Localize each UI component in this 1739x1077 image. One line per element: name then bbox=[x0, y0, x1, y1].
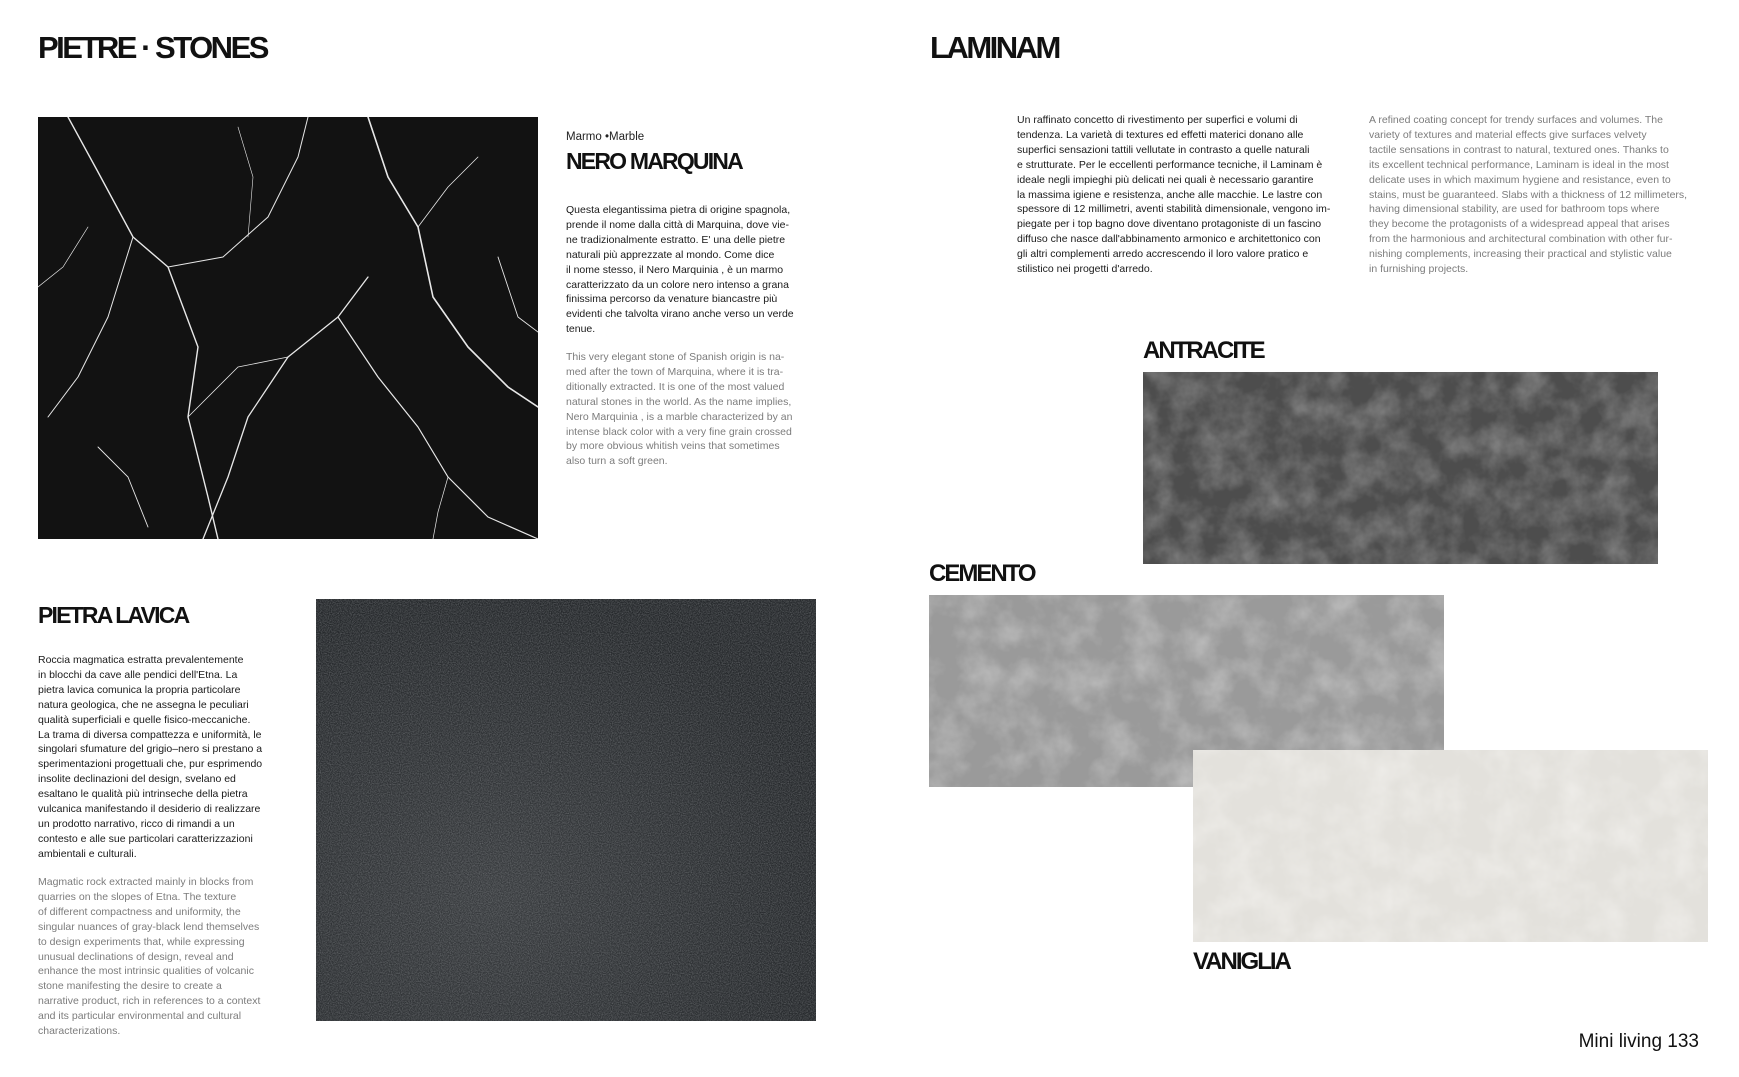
pietra-lavica-title: PIETRA LAVICA bbox=[38, 602, 189, 628]
nero-marquina-text-it: Questa elegantissima pietra di origine spagnola, prende il nome dalla città di Marquina, dove vie- ne tradizionalmente estratto. E' una delle pietre naturali più apprezzate al mondo. Come dice il nome stesso, il Nero Marquinia , è un marmo caratterizzato da un colore nero intenso a grana finissima percorso da venature biancastre più evidenti che talvolta virano anche verso un verde tenue. bbox=[566, 204, 794, 336]
pietra-lavica-swatch bbox=[316, 599, 816, 1021]
vaniglia-title: VANIGLIA bbox=[1193, 948, 1290, 975]
page-number: Mini living 133 bbox=[1578, 1031, 1699, 1052]
pietra-lavica-text-it: Roccia magmatica estratta prevalentemente in blocchi da cave alle pendici dell'Etna. La pietra lavica comunica la propria particolare natura geologica, che ne assegna le peculiari qualità superficiali e quelle fisico-meccaniche. La trama di diversa compattezza e uniformità, le singolari sfumature del grigio–nero si prestano a sperimentazioni progettuali che, pur esprimendo insolite declinazioni del design, svelano ed esaltano le qualità più intrinseche della pietra vulcanica manifestando il desiderio di realizzare un prodotto narrativo, ricco di rimandi a un contesto e alle sue particolari caratterizzazioni ambientali e culturali. bbox=[38, 654, 263, 860]
heading-pietre-stones: PIETRE · STONES bbox=[38, 30, 267, 65]
nero-marquina-swatch bbox=[38, 117, 538, 539]
nero-marquina-title: NERO MARQUINA bbox=[566, 148, 742, 174]
laminam-text-en: A refined coating concept for trendy surfaces and volumes. The variety of textures and material effects give surfaces velvety tactile sensations in contrast to natural, textured ones. Thanks to its excellent technical performance, Laminam is ideal in the most delicate uses in which maximum hygiene and resistance, even to stains, must be guaranteed. Slabs with a thickness of 12 millimeters, having dimensional stability, are used for bathroom tops where they become the protagonists of a widespread appeal that arises from the harmonious and architectural combination with other fur- nishing complements, increasing their practical and stylistic value in furnishing projects. bbox=[1369, 114, 1688, 276]
laminam-text-it: Un raffinato concetto di rivestimento per superfici e volumi di tendenza. La varietà di textures ed effetti materici donano alle superfici sensazioni tattili vellutate in contrasto a quelle naturali e strutturate. Per le eccellenti performance tecniche, il Laminam è ideale negli impieghi più delicati nei quali è necessario garantire la massima igiene e resistenza, anche alle macchie. Le lastre con spessore di 12 millimetri, aventi stabilità dimensionale, vengono im- piegate per i top bagno dove diventano protagoniste di un fascino diffuso che nasce dall'abbinamento armonico e architettonico con gli altri complementi arredo accrescendo il loro valore pratico e stilistico nei progetti d'arredo. bbox=[1017, 114, 1331, 276]
pietra-lavica-text-en: Magmatic rock extracted mainly in blocks from quarries on the slopes of Etna. The texture of different compactness and uniformity, the singular nuances of gray-black lend themselves to design experiments that, while expressing unusual declinations of design, reveal and enhance the most intrinsic qualities of volcanic stone manifesting the desire to create a narrative product, rich in references to a context and its particular environmental and cultural characterizations. bbox=[38, 876, 261, 1038]
nero-marquina-kicker: Marmo •Marble bbox=[566, 131, 645, 143]
cemento-title: CEMENTO bbox=[929, 560, 1035, 587]
antracite-title: ANTRACITE bbox=[1143, 337, 1264, 364]
nero-marquina-text-en: This very elegant stone of Spanish origin is na- med after the town of Marquina, where it is tra- ditionally extracted. It is one of the most valued natural stones in the world. As the name implies, Nero Marquinia , is a marble characterized by an intense black color with a very fine grain crossed by more obvious whitish veins that sometimes also turn a soft green. bbox=[566, 351, 793, 468]
heading-laminam: LAMINAM bbox=[930, 30, 1059, 65]
antracite-swatch bbox=[1143, 372, 1658, 564]
vaniglia-swatch bbox=[1193, 750, 1708, 942]
